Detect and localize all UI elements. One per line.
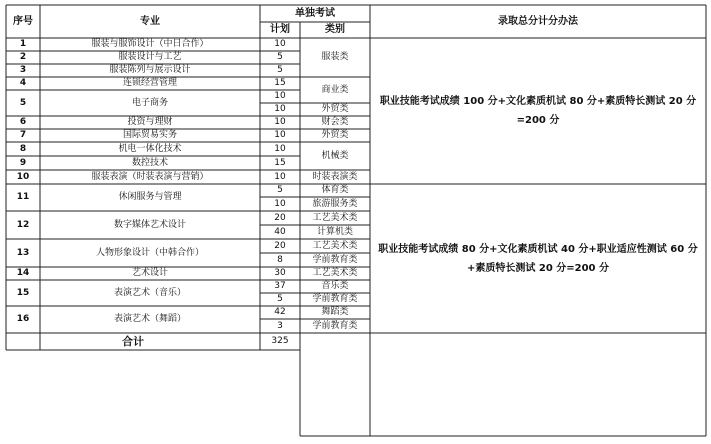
row-index: 3	[19, 65, 27, 75]
row-category: 舞蹈类	[321, 307, 349, 317]
row-plan: 15	[274, 78, 286, 88]
row-major: 表演艺术（音乐）	[113, 287, 186, 298]
row-category: 计算机类	[316, 226, 353, 237]
row-plan: 10	[274, 171, 286, 182]
row-major: 数控技术	[131, 157, 168, 168]
row-category: 体育类	[321, 185, 349, 195]
scoring-method: 职业技能考试成绩 100 分+文化素质机试 80 分+素质特长测试 20 分=200 分	[379, 96, 697, 126]
row-category: 工艺美术类	[312, 240, 358, 251]
row-index: 14	[16, 268, 30, 278]
row-index: 2	[19, 52, 27, 62]
row-major: 服装表演（时装表演与营销）	[91, 171, 209, 182]
row-major: 表演艺术（舞蹈）	[113, 314, 186, 324]
row-plan: 8	[277, 254, 283, 265]
row-plan: 40	[274, 226, 286, 237]
row-plan: 3	[277, 320, 283, 331]
row-index: 13	[16, 247, 30, 258]
row-category: 工艺美术类	[312, 212, 358, 223]
row-category: 时装表演类	[312, 171, 358, 182]
row-category: 外贸类	[321, 130, 349, 140]
row-plan: 5	[277, 185, 283, 195]
row-index: 10	[16, 171, 30, 182]
row-category: 学前教育类	[312, 320, 358, 331]
row-category: 商业类	[321, 84, 349, 95]
row-index: 8	[19, 143, 27, 154]
row-major: 电子商务	[131, 97, 168, 108]
row-index: 16	[16, 314, 30, 324]
row-category: 音乐类	[321, 281, 349, 291]
row-major: 休闲服务与管理	[118, 192, 182, 202]
row-plan: 20	[274, 212, 286, 223]
row-major: 数字媒体艺术设计	[113, 219, 186, 230]
row-plan: 10	[274, 91, 286, 101]
scoring-method: 职业技能考试成绩 80 分+文化素质机试 40 分+职业适应性测试 60 分+素质特长测试 20 分=200 分	[378, 243, 698, 274]
row-index: 5	[19, 97, 27, 108]
row-plan: 10	[274, 130, 286, 140]
row-index: 1	[19, 39, 27, 49]
row-plan: 5	[277, 65, 283, 75]
row-major: 国际贸易实务	[122, 130, 177, 140]
row-plan: 42	[274, 307, 286, 317]
row-major: 人物形象设计（中韩合作）	[95, 247, 204, 258]
row-category: 学前教育类	[312, 294, 358, 304]
row-major: 艺术设计	[131, 268, 168, 278]
total-plan: 325	[271, 336, 289, 346]
row-index: 12	[16, 219, 30, 230]
row-index: 9	[19, 157, 27, 168]
row-plan: 37	[274, 281, 286, 291]
row-index: 11	[16, 192, 30, 202]
row-plan: 10	[274, 198, 286, 209]
header-plan: 计划	[270, 24, 290, 35]
total-label: 合计	[122, 335, 144, 348]
row-plan: 10	[274, 117, 286, 127]
header-category: 类别	[325, 24, 345, 35]
row-index: 4	[19, 78, 27, 88]
row-category: 旅游服务类	[312, 198, 358, 209]
row-major: 投资与理财	[127, 117, 173, 127]
row-index: 6	[19, 117, 27, 127]
header-index: 序号	[13, 15, 33, 27]
row-plan: 5	[277, 294, 283, 304]
row-index: 15	[16, 287, 30, 298]
header-major: 专业	[140, 15, 160, 27]
row-plan: 10	[274, 104, 286, 114]
row-plan: 10	[274, 143, 286, 154]
row-major: 服装与服饰设计（中日合作）	[91, 39, 209, 49]
row-plan: 30	[274, 268, 286, 278]
row-plan: 20	[274, 240, 286, 251]
row-category: 服装类	[321, 52, 349, 62]
row-category: 外贸类	[321, 104, 349, 114]
row-plan: 15	[274, 157, 286, 168]
row-category: 机械类	[321, 150, 349, 161]
row-plan: 5	[277, 52, 283, 62]
row-category: 财会类	[321, 117, 349, 127]
header-single-exam: 单独考试	[295, 7, 335, 19]
row-major: 服装设计与工艺	[118, 52, 182, 62]
row-major: 服装陈列与展示设计	[109, 65, 191, 75]
row-index: 7	[19, 130, 27, 140]
row-major: 机电一体化技术	[118, 143, 182, 154]
row-plan: 10	[274, 39, 286, 49]
row-major: 连锁经营管理	[122, 78, 177, 88]
header-scoring: 录取总分计分办法	[498, 15, 578, 27]
row-category: 学前教育类	[312, 254, 358, 265]
row-category: 工艺美术类	[312, 268, 358, 278]
